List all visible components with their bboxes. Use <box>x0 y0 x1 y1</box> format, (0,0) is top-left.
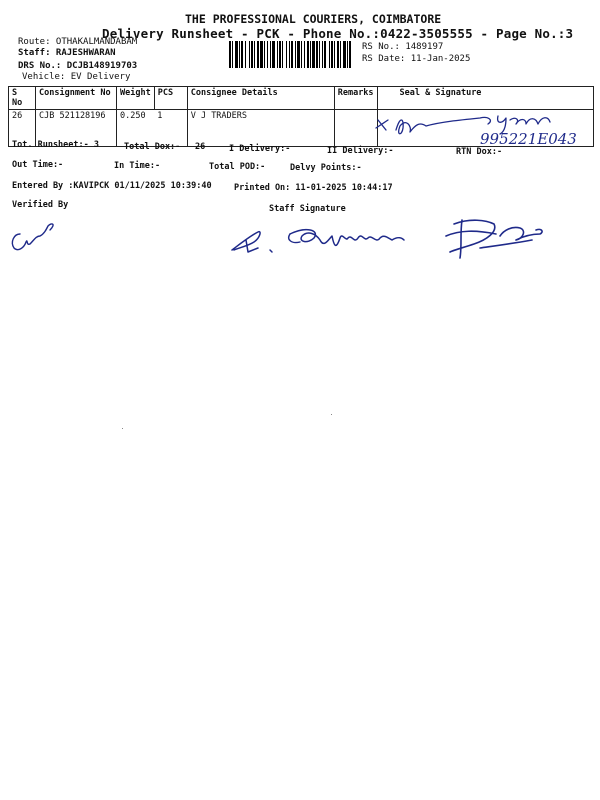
speck <box>122 428 123 429</box>
in-time: In Time:- <box>114 161 161 171</box>
total-dox-value: 26 <box>195 142 206 152</box>
total-dox-label: Total Dox:- <box>124 142 181 152</box>
col-sno: S No <box>9 87 36 110</box>
seal-handwriting: 995221E043 <box>480 130 577 148</box>
vehicle-label: Vehicle: EV Delivery <box>22 72 131 82</box>
total-pod: Total POD:- <box>209 162 266 172</box>
col-pcs: PCS <box>154 87 187 110</box>
runsheet-title: Delivery Runsheet - PCK - Phone No.:0422-3505555 - Page No.:3 <box>102 26 574 41</box>
delvy-points: Delvy Points:- <box>290 163 362 173</box>
cell-pcs: 1 <box>154 110 187 147</box>
staff-signature <box>228 220 418 262</box>
drs-label: DRS No.: DCJB148919703 <box>18 61 138 71</box>
verified-signature <box>6 212 66 257</box>
col-remarks: Remarks <box>334 87 377 110</box>
rs-date-label: RS Date: 11-Jan-2025 <box>362 54 471 64</box>
col-seal-signature: Seal & Signature <box>377 87 593 110</box>
verified-by-label: Verified By <box>12 200 69 210</box>
staff-label: Staff: RAJESHWARAN <box>18 48 116 58</box>
col-consignee: Consignee Details <box>187 87 334 110</box>
cell-consignment: CJB 521128196 <box>36 110 117 147</box>
cell-consignee: V J TRADERS <box>187 110 334 147</box>
cell-weight: 0.250 <box>117 110 155 147</box>
tot-runsheet: Tot. Runsheet:- 3 <box>12 140 99 150</box>
speck <box>331 414 332 415</box>
ii-delivery: II Delivery:- <box>327 146 394 156</box>
company-title: THE PROFESSIONAL COURIERS, COIMBATORE <box>185 12 442 26</box>
staff-signature-label: Staff Signature <box>269 204 346 214</box>
col-consignment: Consignment No <box>36 87 117 110</box>
rtn-dox: RTN Dox:- <box>456 147 503 157</box>
out-time: Out Time:- <box>12 160 64 170</box>
i-delivery: I Delivery:- <box>229 144 291 154</box>
cell-sno: 26 <box>9 110 36 147</box>
route-label: Route: OTHAKALMANDABAM <box>18 37 138 47</box>
barcode-bar <box>351 41 353 68</box>
seal-stamp-signature <box>440 210 550 266</box>
col-weight: Weight <box>117 87 155 110</box>
rs-no-label: RS No.: 1489197 <box>362 42 444 52</box>
entered-by: Entered By :KAVIPCK 01/11/2025 10:39:40 <box>12 181 212 191</box>
printed-on: Printed On: 11-01-2025 10:44:17 <box>234 183 393 193</box>
barcode <box>229 41 355 68</box>
